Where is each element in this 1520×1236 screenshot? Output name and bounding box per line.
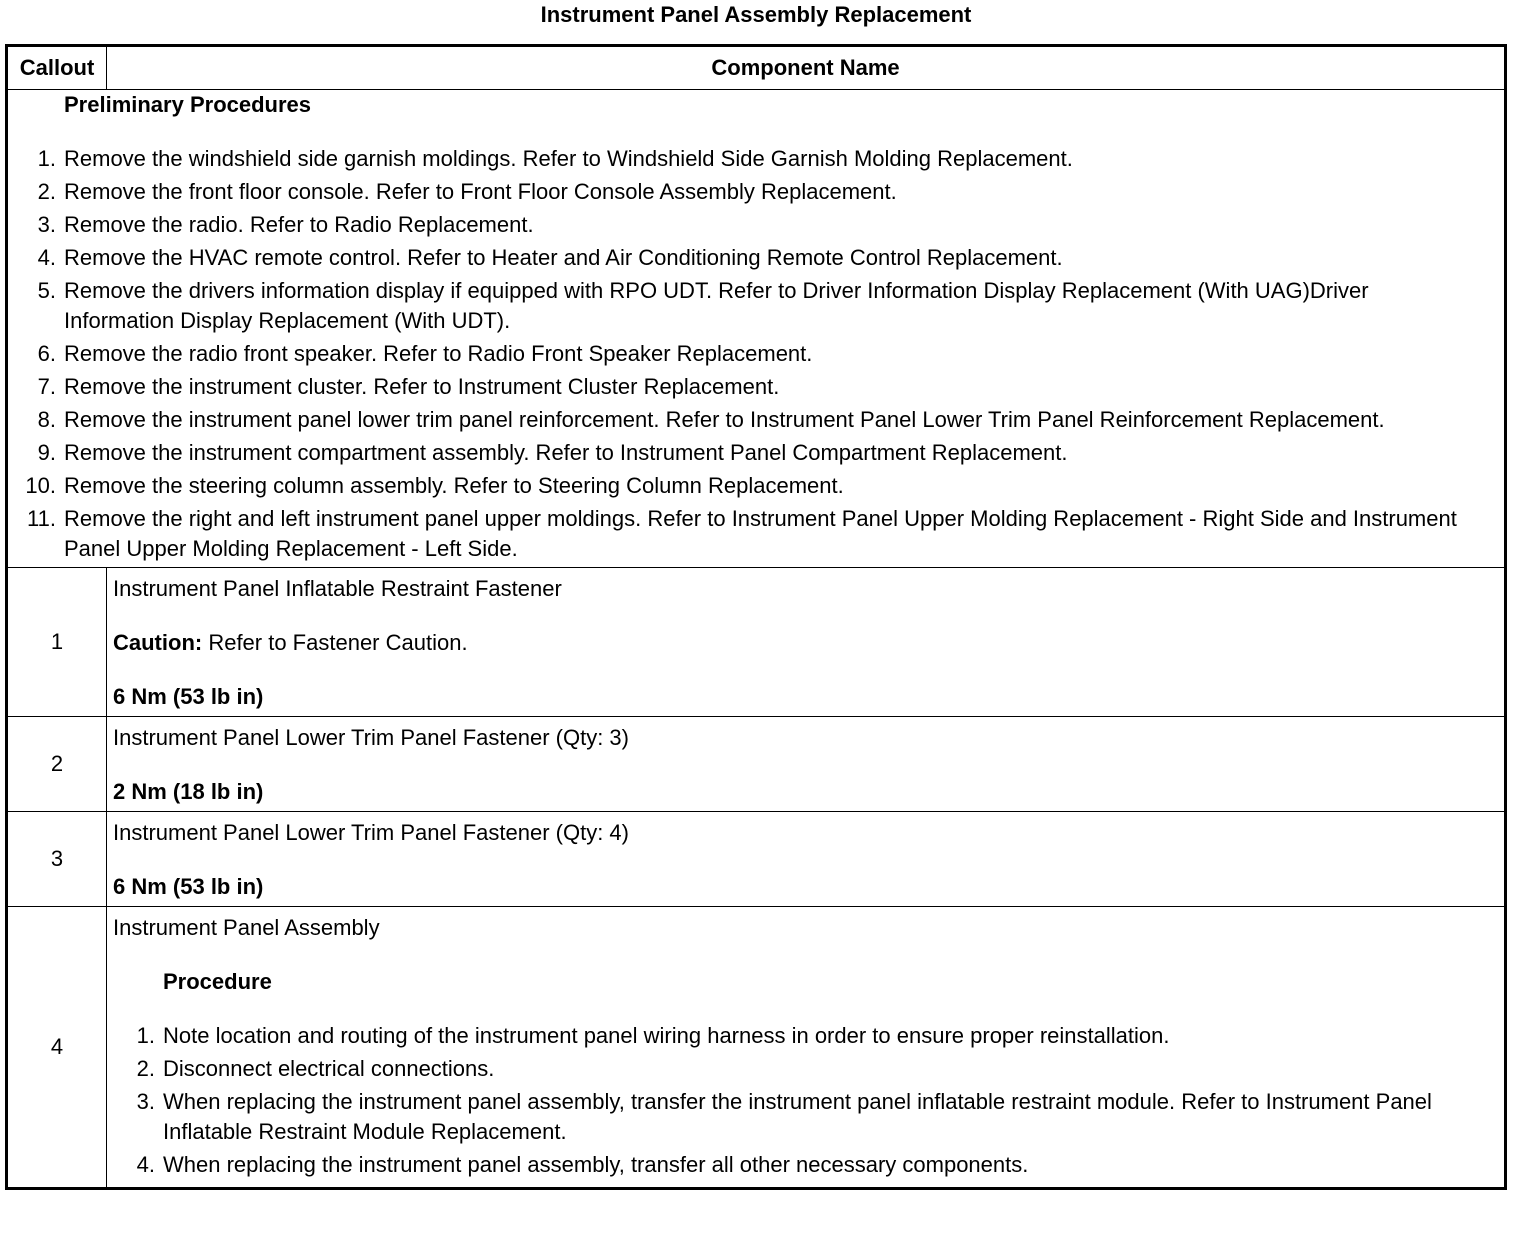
step-number: 2.: [136, 1056, 155, 1081]
step-text: Remove the instrument cluster. Refer to Instrument Cluster Replacement.: [64, 374, 780, 399]
caution-note: [113, 628, 1498, 658]
torque-spec: 6 Nm (53 lb in): [113, 874, 264, 899]
component-name: Instrument Panel Lower Trim Panel Fastener (Qty: 4): [113, 820, 629, 845]
callout-cell: 2: [7, 717, 107, 812]
component-name: Instrument Panel Inflatable Restraint Fastener: [113, 576, 562, 601]
component-cell: [107, 717, 1506, 812]
step-text: Remove the instrument compartment assembly. Refer to Instrument Panel Compartment Replacement.: [64, 440, 1068, 465]
step-number: 8.: [37, 407, 56, 432]
callout-cell: 4: [7, 907, 107, 1189]
step-text: Remove the instrument panel lower trim panel reinforcement. Refer to Instrument Panel Lower Trim Panel Reinforcement Replacement.: [64, 407, 1385, 432]
list-item: [8, 243, 1504, 273]
preliminary-steps: [8, 144, 1504, 564]
step-text: Remove the windshield side garnish moldings. Refer to Windshield Side Garnish Molding Replacement.: [64, 146, 1073, 171]
component-name: Instrument Panel Assembly: [113, 915, 380, 940]
header-component-name: Component Name: [107, 46, 1506, 90]
header-callout: Callout: [7, 46, 107, 90]
table-header-row: [7, 46, 1506, 90]
step-number: 3.: [37, 212, 56, 237]
step-number: 4.: [136, 1152, 155, 1177]
list-item: [113, 1150, 1498, 1180]
step-number: 9.: [37, 440, 56, 465]
list-item: [8, 405, 1504, 435]
list-item: [113, 1021, 1498, 1051]
step-text: Disconnect electrical connections.: [163, 1056, 495, 1081]
list-item: [8, 372, 1504, 402]
procedure-steps: [113, 1021, 1498, 1180]
step-number: 1.: [136, 1023, 155, 1048]
step-text: When replacing the instrument panel assembly, transfer all other necessary components.: [163, 1152, 1029, 1177]
callout-cell: 1: [7, 568, 107, 717]
step-text: Remove the drivers information display if equipped with RPO UDT. Refer to Driver Information Display Replacement (With UAG)Driver Information Display Replacement (With UDT).: [64, 278, 1369, 333]
preliminary-row: [7, 90, 1506, 568]
table-row: [7, 717, 1506, 812]
caution-text: Refer to Fastener Caution.: [202, 630, 468, 655]
list-item: [8, 504, 1504, 564]
step-number: 1.: [37, 146, 56, 171]
component-table: [5, 44, 1507, 1190]
step-text: Remove the radio front speaker. Refer to Radio Front Speaker Replacement.: [64, 341, 813, 366]
step-text: Remove the HVAC remote control. Refer to Heater and Air Conditioning Remote Control Replacement.: [64, 245, 1063, 270]
table-row: [7, 568, 1506, 717]
step-number: 3.: [136, 1089, 155, 1114]
list-item: [8, 471, 1504, 501]
component-name: Instrument Panel Lower Trim Panel Fastener (Qty: 3): [113, 725, 629, 750]
list-item: [8, 210, 1504, 240]
table-row: [7, 907, 1506, 1189]
step-number: 7.: [37, 374, 56, 399]
step-number: 5.: [37, 278, 56, 303]
step-text: Note location and routing of the instrument panel wiring harness in order to ensure proper reinstallation.: [163, 1023, 1170, 1048]
component-cell: [107, 907, 1506, 1189]
preliminary-cell: [7, 90, 1506, 568]
torque-spec: 6 Nm (53 lb in): [113, 684, 264, 709]
step-number: 4.: [37, 245, 56, 270]
list-item: [8, 276, 1504, 336]
list-item: [8, 438, 1504, 468]
list-item: [8, 177, 1504, 207]
list-item: [8, 339, 1504, 369]
preliminary-heading: Preliminary Procedures: [64, 92, 312, 117]
callout-cell: 3: [7, 812, 107, 907]
step-number: 2.: [37, 179, 56, 204]
table-row: [7, 812, 1506, 907]
step-number: 6.: [37, 341, 56, 366]
caution-label: Caution:: [113, 630, 203, 655]
step-text: Remove the radio. Refer to Radio Replacement.: [64, 212, 534, 237]
step-text: Remove the steering column assembly. Refer to Steering Column Replacement.: [64, 473, 844, 498]
page-title: Instrument Panel Assembly Replacement: [540, 2, 972, 27]
step-number: 11.: [27, 506, 56, 531]
step-text: Remove the front floor console. Refer to Front Floor Console Assembly Replacement.: [64, 179, 897, 204]
torque-spec: 2 Nm (18 lb in): [113, 779, 264, 804]
component-cell: [107, 568, 1506, 717]
procedure-heading: Procedure: [163, 969, 272, 994]
list-item: [113, 1087, 1498, 1147]
step-number: 10.: [25, 473, 56, 498]
list-item: [8, 144, 1504, 174]
component-cell: [107, 812, 1506, 907]
step-text: When replacing the instrument panel assembly, transfer the instrument panel inflatable restraint module. Refer to Instrument Panel Inflatable Restraint Module Replacement.: [163, 1089, 1432, 1144]
list-item: [113, 1054, 1498, 1084]
step-text: Remove the right and left instrument panel upper moldings. Refer to Instrument Panel Upper Molding Replacement - Right Side and Instrument Panel Upper Molding Replacement - Left Side.: [64, 506, 1457, 561]
